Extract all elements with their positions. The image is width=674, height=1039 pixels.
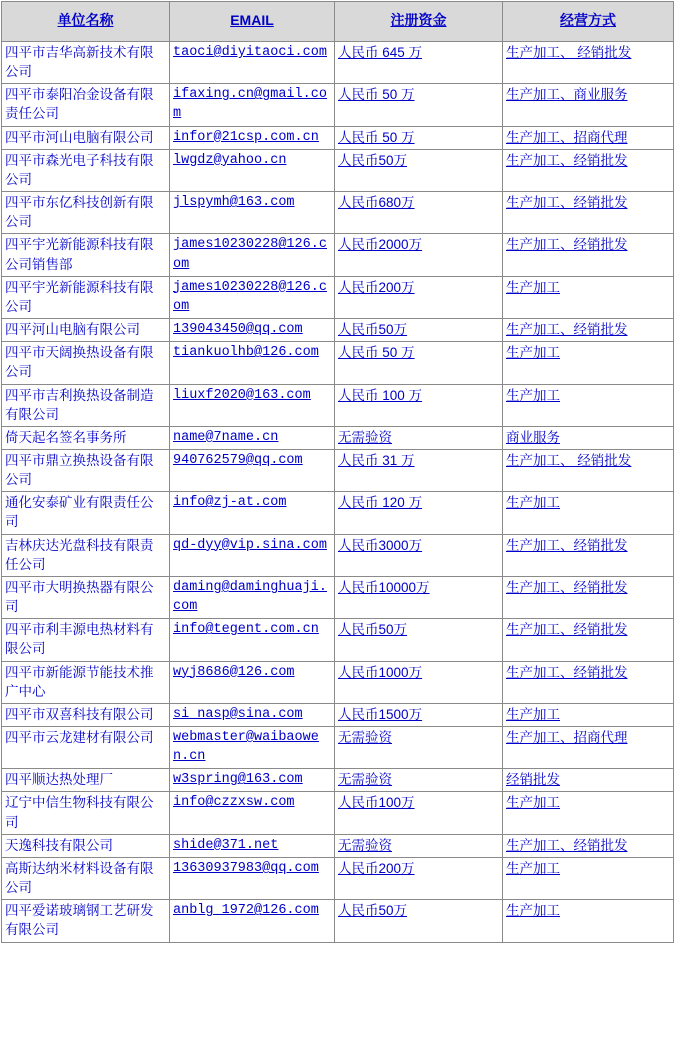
- cell-registered-capital: 人民币100万: [335, 792, 503, 834]
- cell-email[interactable]: liuxf2020@163.com: [170, 384, 335, 426]
- cell-email[interactable]: james10230228@126.com: [170, 234, 335, 276]
- cell-company-name: 四平市河山电脑有限公司: [2, 126, 170, 149]
- table-row: [2, 234, 674, 276]
- cell-business-mode: 生产加工: [503, 384, 674, 426]
- cell-registered-capital: 无需验资: [335, 727, 503, 769]
- cell-business-mode: 生产加工、经销批发: [503, 619, 674, 661]
- cell-business-mode: 商业服务: [503, 426, 674, 449]
- cell-registered-capital: 无需验资: [335, 426, 503, 449]
- cell-company-name: 四平市利丰源电热材料有限公司: [2, 619, 170, 661]
- cell-business-mode: 生产加工、经销批发: [503, 661, 674, 703]
- cell-email[interactable]: si_nasp@sina.com: [170, 703, 335, 726]
- cell-email[interactable]: lwgdz@yahoo.cn: [170, 149, 335, 191]
- column-header-business-mode[interactable]: [503, 2, 674, 42]
- cell-company-name: 四平爱诺玻璃钢工艺研发有限公司: [2, 900, 170, 942]
- cell-registered-capital: 人民币 120 万: [335, 492, 503, 534]
- cell-registered-capital: 人民币 645 万: [335, 42, 503, 84]
- table-row: [2, 192, 674, 234]
- cell-registered-capital: 人民币1000万: [335, 661, 503, 703]
- table-row: [2, 576, 674, 618]
- cell-company-name: 四平市天阔换热设备有限公司: [2, 342, 170, 384]
- cell-company-name: 四平市吉华高新技术有限公司: [2, 42, 170, 84]
- column-header-business-mode-label: 经营方式: [560, 12, 616, 29]
- cell-company-name: 四平市森光电子科技有限公司: [2, 149, 170, 191]
- cell-registered-capital: 人民币 50 万: [335, 126, 503, 149]
- cell-business-mode: 生产加工、经销批发: [503, 319, 674, 342]
- cell-registered-capital: 人民币680万: [335, 192, 503, 234]
- cell-registered-capital: 人民币50万: [335, 149, 503, 191]
- cell-business-mode: 生产加工、 经销批发: [503, 449, 674, 491]
- table-row: [2, 149, 674, 191]
- table-row: [2, 492, 674, 534]
- table-row: [2, 84, 674, 126]
- table-row: [2, 619, 674, 661]
- cell-registered-capital: 无需验资: [335, 834, 503, 857]
- cell-email[interactable]: qd-dyy@vip.sina.com: [170, 534, 335, 576]
- cell-company-name: 四平市新能源节能技术推广中心: [2, 661, 170, 703]
- cell-business-mode: 生产加工、经销批发: [503, 576, 674, 618]
- cell-registered-capital: 人民币50万: [335, 900, 503, 942]
- cell-business-mode: 生产加工、经销批发: [503, 534, 674, 576]
- column-header-company-name[interactable]: [2, 2, 170, 42]
- table-row: [2, 534, 674, 576]
- table-row: [2, 703, 674, 726]
- cell-business-mode: 生产加工: [503, 900, 674, 942]
- cell-business-mode: 生产加工: [503, 492, 674, 534]
- cell-email[interactable]: jlspymh@163.com: [170, 192, 335, 234]
- cell-company-name: 四平市双喜科技有限公司: [2, 703, 170, 726]
- cell-business-mode: 生产加工、商业服务: [503, 84, 674, 126]
- table-row: [2, 384, 674, 426]
- cell-company-name: 四平市东亿科技创新有限公司: [2, 192, 170, 234]
- cell-email[interactable]: ifaxing.cn@gmail.com: [170, 84, 335, 126]
- cell-email[interactable]: w3spring@163.com: [170, 769, 335, 792]
- cell-business-mode: 生产加工: [503, 342, 674, 384]
- cell-email[interactable]: tiankuolhb@126.com: [170, 342, 335, 384]
- cell-registered-capital: 人民币200万: [335, 276, 503, 318]
- cell-registered-capital: 人民币1500万: [335, 703, 503, 726]
- cell-registered-capital: 人民币 50 万: [335, 84, 503, 126]
- cell-business-mode: 经销批发: [503, 769, 674, 792]
- cell-registered-capital: 人民币 100 万: [335, 384, 503, 426]
- table-row: [2, 319, 674, 342]
- cell-email[interactable]: shide@371.net: [170, 834, 335, 857]
- table-row: [2, 276, 674, 318]
- cell-registered-capital: 人民币3000万: [335, 534, 503, 576]
- cell-business-mode: 生产加工、经销批发: [503, 149, 674, 191]
- cell-company-name: 四平顺达热处理厂: [2, 769, 170, 792]
- cell-business-mode: 生产加工: [503, 857, 674, 899]
- cell-email[interactable]: info@tegent.com.cn: [170, 619, 335, 661]
- cell-company-name: 吉林庆达光盘科技有限责任公司: [2, 534, 170, 576]
- cell-email[interactable]: info@zj-at.com: [170, 492, 335, 534]
- cell-company-name: 四平宇光新能源科技有限公司销售部: [2, 234, 170, 276]
- table-row: [2, 792, 674, 834]
- cell-email[interactable]: wyj8686@126.com: [170, 661, 335, 703]
- table-row: [2, 426, 674, 449]
- cell-business-mode: 生产加工、经销批发: [503, 192, 674, 234]
- table-header-row: [2, 2, 674, 42]
- table-row: [2, 449, 674, 491]
- cell-email[interactable]: taoci@diyitaoci.com: [170, 42, 335, 84]
- cell-email[interactable]: anblg_1972@126.com: [170, 900, 335, 942]
- cell-registered-capital: 人民币50万: [335, 619, 503, 661]
- cell-company-name: 四平宇光新能源科技有限公司: [2, 276, 170, 318]
- cell-email[interactable]: info@czzxsw.com: [170, 792, 335, 834]
- table-row: [2, 834, 674, 857]
- table-row: [2, 661, 674, 703]
- cell-company-name: 四平河山电脑有限公司: [2, 319, 170, 342]
- column-header-registered-capital[interactable]: [335, 2, 503, 42]
- cell-email[interactable]: james10230228@126.com: [170, 276, 335, 318]
- cell-company-name: 高斯达纳米材料设备有限公司: [2, 857, 170, 899]
- cell-business-mode: 生产加工: [503, 703, 674, 726]
- cell-email[interactable]: 139043450@qq.com: [170, 319, 335, 342]
- table-row: [2, 342, 674, 384]
- cell-business-mode: 生产加工、经销批发: [503, 834, 674, 857]
- column-header-email-label: EMAIL: [230, 12, 274, 29]
- table-row: [2, 857, 674, 899]
- cell-company-name: 四平市泰阳冶金设备有限责任公司: [2, 84, 170, 126]
- cell-email[interactable]: 940762579@qq.com: [170, 449, 335, 491]
- table-row: [2, 769, 674, 792]
- cell-company-name: 四平市鼎立换热设备有限公司: [2, 449, 170, 491]
- cell-registered-capital: 人民币 31 万: [335, 449, 503, 491]
- company-directory-table: [1, 1, 674, 943]
- cell-company-name: 天逸科技有限公司: [2, 834, 170, 857]
- cell-registered-capital: 人民币200万: [335, 857, 503, 899]
- table-row: [2, 900, 674, 942]
- cell-email[interactable]: name@7name.cn: [170, 426, 335, 449]
- cell-business-mode: 生产加工、招商代理: [503, 727, 674, 769]
- table-row: [2, 727, 674, 769]
- cell-email[interactable]: daming@daminghuaji.com: [170, 576, 335, 618]
- cell-email[interactable]: 13630937983@qq.com: [170, 857, 335, 899]
- table-row: [2, 126, 674, 149]
- cell-company-name: 四平市吉利换热设备制造有限公司: [2, 384, 170, 426]
- cell-email[interactable]: webmaster@waibaowen.cn: [170, 727, 335, 769]
- cell-company-name: 四平市大明换热器有限公司: [2, 576, 170, 618]
- cell-company-name: 倚天起名签名事务所: [2, 426, 170, 449]
- cell-business-mode: 生产加工: [503, 792, 674, 834]
- cell-company-name: 通化安泰矿业有限责任公司: [2, 492, 170, 534]
- cell-business-mode: 生产加工、 经销批发: [503, 42, 674, 84]
- cell-registered-capital: 人民币50万: [335, 319, 503, 342]
- cell-email[interactable]: infor@21csp.com.cn: [170, 126, 335, 149]
- cell-registered-capital: 人民币2000万: [335, 234, 503, 276]
- cell-business-mode: 生产加工、招商代理: [503, 126, 674, 149]
- cell-business-mode: 生产加工: [503, 276, 674, 318]
- cell-registered-capital: 人民币10000万: [335, 576, 503, 618]
- cell-registered-capital: 人民币 50 万: [335, 342, 503, 384]
- column-header-registered-capital-label: 注册资金: [390, 12, 447, 29]
- table-row: [2, 42, 674, 84]
- column-header-company-name-label: 单位名称: [57, 12, 114, 29]
- cell-registered-capital: 无需验资: [335, 769, 503, 792]
- column-header-email[interactable]: [170, 2, 335, 42]
- table-body: [2, 42, 674, 943]
- cell-company-name: 辽宁中信生物科技有限公司: [2, 792, 170, 834]
- cell-business-mode: 生产加工、经销批发: [503, 234, 674, 276]
- cell-company-name: 四平市云龙建材有限公司: [2, 727, 170, 769]
